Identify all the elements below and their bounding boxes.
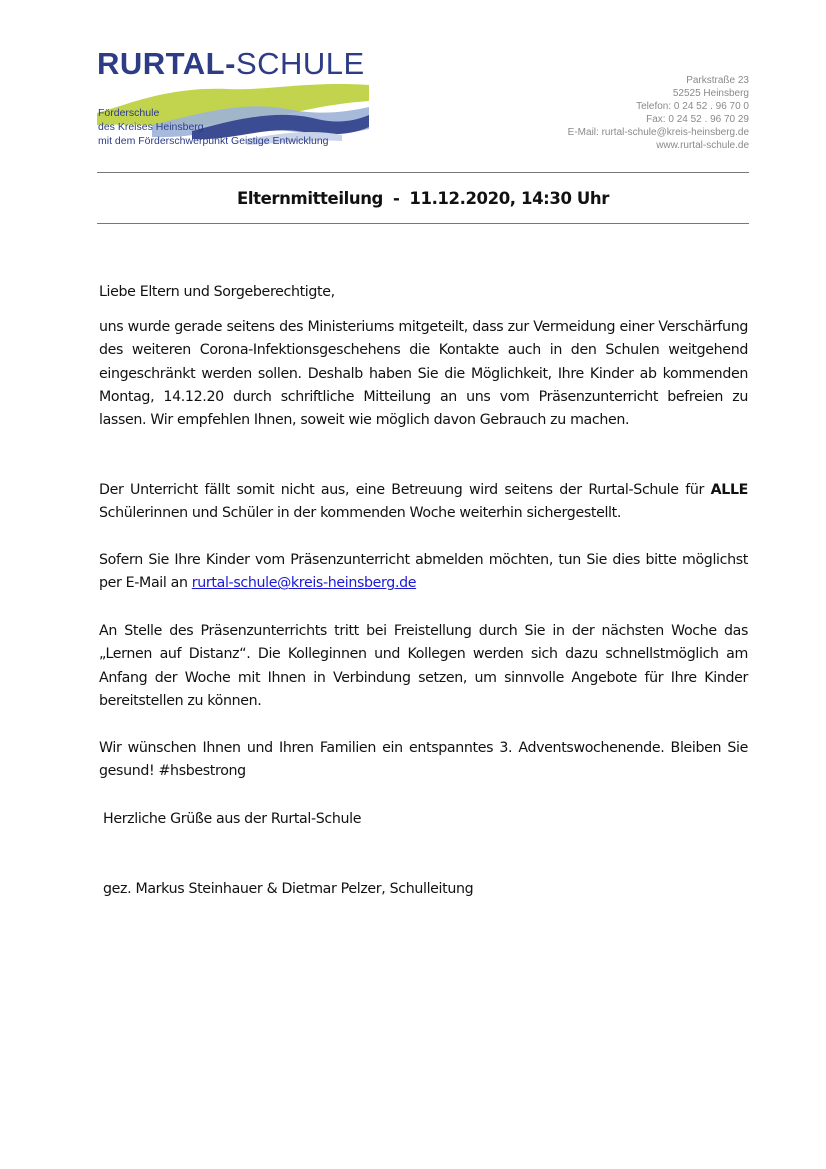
paragraph-distance-learning: An Stelle des Präsenzunterrichts tritt bei Freistellung durch Sie in der nächsten Woche das „Lernen auf Distanz“. Die Kolleginnen und Kollegen werden sich dazu schnellstmöglich am Anfang der Woche mit Ihnen in Verbindung setzen, um sinnvolle Angebote für Ihre Kinder bereitstellen zu können. [99,623,748,709]
paragraph-care-guarantee [99,479,748,526]
p2-text-after: Schülerinnen und Schüler in der kommenden Woche weiterhin sichergestellt. [99,505,622,522]
address-city: 52525 Heinsberg [672,88,749,99]
heading-separator: - [392,189,400,208]
heading-datetime: 11.12.2020, 14:30 Uhr [409,189,609,208]
closing-line: Herzliche Grüße aus der Rurtal-Schule [103,811,362,827]
paragraph-wishes: Wir wünschen Ihnen und Ihren Familien ein entspanntes 3. Adventswochenende. Bleiben Sie gesund! #hsbestrong [99,740,748,780]
salutation: Liebe Eltern und Sorgeberechtigte, [99,284,335,300]
logo-wordmark [97,46,365,82]
logo-wordmark-light: SCHULE [235,46,365,81]
logo-subtitle-line-3: mit dem Förderschwerpunkt Geistige Entwicklung [98,135,329,147]
heading-label: Elternmitteilung [237,189,383,208]
p2-text-before: Der Unterricht fällt somit nicht aus, eine Betreuung wird seitens der Rurtal-Schule für [99,482,705,498]
address-fax: Fax: 0 24 52 . 96 70 29 [646,114,749,125]
address-street: Parkstraße 23 [686,75,749,86]
logo-subtitle-line-2: des Kreises Heinsberg [98,121,204,133]
address-website: www.rurtal-schule.de [656,140,749,151]
p3-text-before: Sofern Sie Ihre Kinder vom Präsenzunterricht abmelden möchten, tun Sie dies bitte möglichst per E-Mail an [99,552,748,592]
paragraph-deregistration [99,549,748,596]
bottom-divider [97,223,749,224]
school-logo [97,46,387,156]
address-block [568,74,749,152]
logo-subtitle-line-1: Förderschule [98,107,160,119]
signature-line: gez. Markus Steinhauer & Dietmar Pelzer, Schulleitung [103,881,474,897]
paragraph-ministry-notice: uns wurde gerade seitens des Ministeriums mitgeteilt, dass zur Vermeidung einer Verschärfung des weiteren Corona-Infektionsgeschehens die Kontakte auch in den Schulen weitgehend eingeschränkt werden sollen. Deshalb haben Sie die Möglichkeit, Ihre Kinder ab kommenden Montag, 14.12.20 durch schriftliche Mitteilung an uns vom Präsenzunterricht befreien zu lassen. Wir empfehlen Ihnen, soweit wie möglich davon Gebrauch zu machen. [99,319,748,429]
school-email-link[interactable]: rurtal-schule@kreis-heinsberg.de [191,575,417,592]
logo-wordmark-bold: RURTAL- [97,46,236,81]
address-email: E-Mail: rurtal-schule@kreis-heinsberg.de [567,127,749,138]
top-divider [97,172,749,173]
document-heading [97,187,749,211]
p2-emphasis-alle: ALLE [710,482,748,498]
address-phone: Telefon: 0 24 52 . 96 70 0 [636,101,749,112]
